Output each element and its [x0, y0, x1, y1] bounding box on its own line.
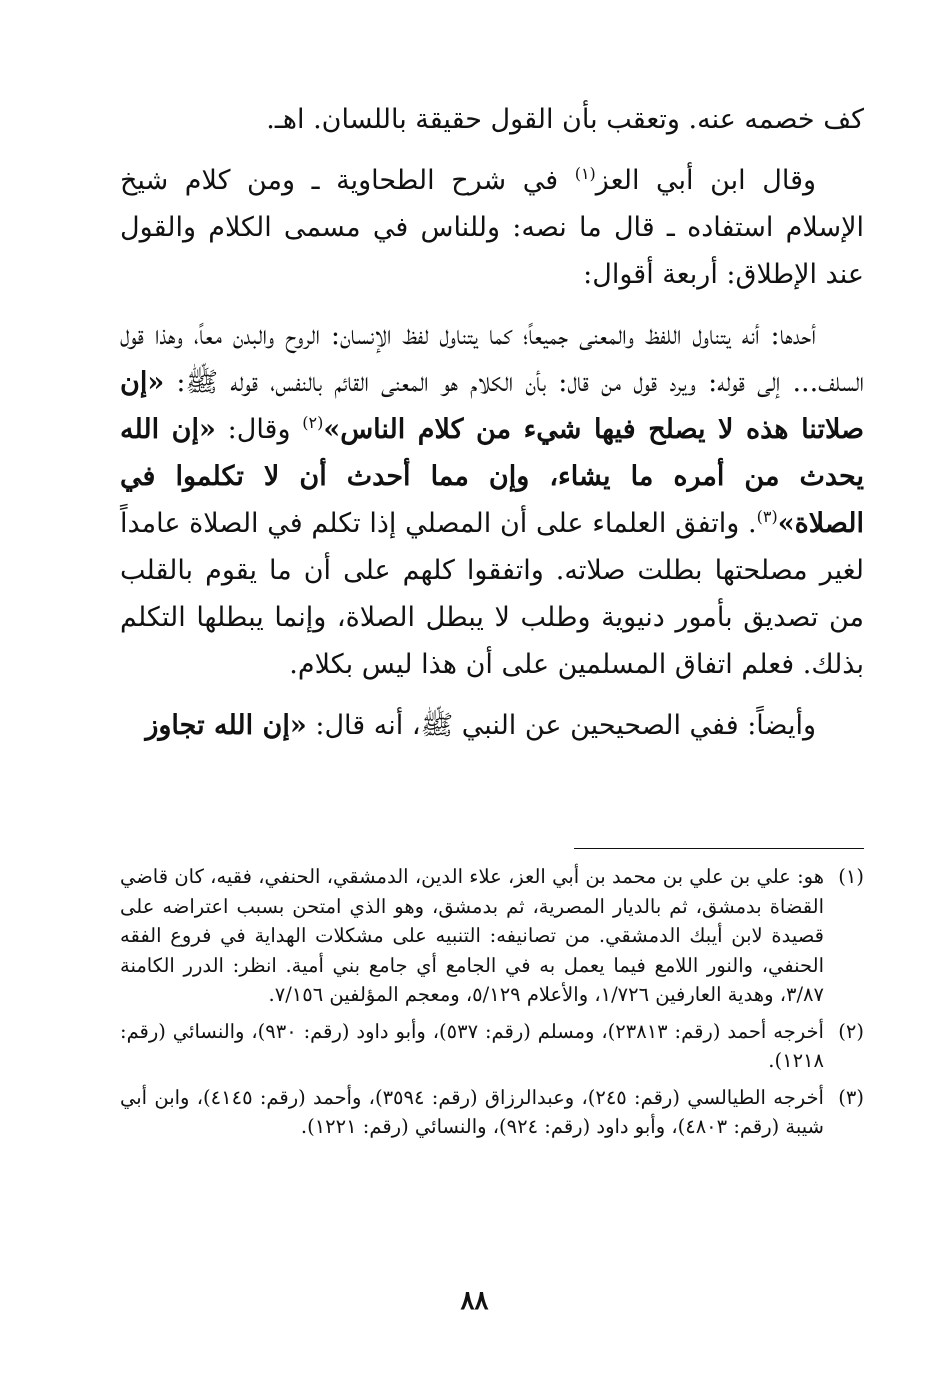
footnote-text: أخرجه أحمد (رقم: ٢٣٨١٣)، ومسلم (رقم: ٥٣٧)، وأبو داود (رقم: ٩٣٠)، والنسائي (رقم: ١٢١٨).	[120, 1019, 824, 1072]
paragraph-2	[120, 157, 864, 298]
paragraph-3	[120, 312, 864, 688]
footnote-text: هو: علي بن علي بن محمد بن أبي العز، علاء الدين، الدمشقي، الحنفي، فقيه، كان قاضي القضاة بدمشق، ثم بالديار المصرية، ثم بدمشق، وهو الذي امتحن بسبب اعتراضه على قصيدة لابن أيبك الدمشقي. من تصانيفه: التنبيه على مشكلات الهداية في فروع الفقه الحنفي، والنور اللامع فيما يعمل به في الجامع أي جامع بني أمية. انظر: الدرر الكامنة ٣/٨٧، وهدية العارفين ١/٧٢٦، والأعلام ٥/١٢٩، ومعجم المؤلفين ٧/١٥٦.	[120, 865, 824, 1006]
footnote-ref-1[interactable]: (١)	[574, 164, 596, 183]
footnote-text: أخرجه الطيالسي (رقم: ٢٤٥)، وعبدالرزاق (رقم: ٣٥٩٤)، وأحمد (رقم: ٤١٤٥)، وابن أبي شيبة (رقم: ٤٨٠٣)، وأبو داود (رقم: ٩٢٤)، والنسائي (رقم: ١٢٢١).	[120, 1085, 824, 1138]
page-number: ٨٨	[460, 1286, 489, 1316]
paragraph-4	[120, 702, 864, 749]
footnote-item	[120, 1017, 864, 1076]
paragraph-4-text-a: وأيضاً: ففي الصحيحين عن النبي ﷺ، أنه قال:	[306, 710, 816, 741]
footnote-divider	[574, 848, 864, 849]
paragraph-1-text: كف خصمه عنه. وتعقب بأن القول حقيقة باللسان. اهـ.	[266, 104, 864, 135]
footnotes	[120, 862, 864, 1149]
hadith-quote-1: «إن صلاتنا هذه لا يصلح فيها شيء من كلام الناس»	[120, 367, 864, 445]
footnote-item	[120, 1083, 864, 1142]
paragraph-3-text-b: وقال:	[215, 414, 303, 445]
hadith-quote-2: «إن الله يحدث من أمره ما يشاء، وإن مما أحدث أن لا تكلموا في الصلاة»	[120, 414, 864, 539]
footnote-number: (٣)	[838, 1085, 864, 1109]
paragraph-3-text-c: . واتفق العلماء على أن المصلي إذا تكلم في الصلاة عامداً لغير مصلحتها بطلت صلاته. واتفقوا كلهم على أن ما يقوم بالقلب من تصديق بأمور دنيوية وطلب لا يبطل الصلاة، وإنما يبطلها التكلم بذلك. فعلم اتفاق المسلمين على أن هذا ليس بكلام.	[120, 508, 864, 680]
paragraph-2-text-a: وقال ابن أبي العز	[595, 165, 817, 196]
footnote-number: (٢)	[838, 1019, 864, 1043]
footnote-item	[120, 862, 864, 1010]
footnote-ref-2[interactable]: (٢)	[302, 413, 324, 432]
paragraph-3-text-a: أحدها: أنه يتناول اللفظ والمعنى جميعاً؛ كما يتناول لفظ الإنسان: الروح والبدن معاً، وهذا قول السلف... إلى قوله: ويرد قول من قال: بأن الكلام هو المعنى القائم بالنفس، قوله ﷺ:	[120, 320, 864, 398]
footnote-number: (١)	[838, 865, 864, 888]
hadith-quote-3: «إن الله تجاوز	[145, 710, 307, 741]
paragraph-2-text-b: في شرح الطحاوية ـ ومن كلام شيخ الإسلام استفاده ـ قال ما نصه: وللناس في مسمى الكلام والقول عند الإطلاق: أربعة أقوال:	[120, 165, 864, 290]
main-text	[120, 96, 864, 749]
paragraph-1	[120, 96, 864, 143]
footnote-ref-3[interactable]: (٣)	[756, 507, 778, 526]
